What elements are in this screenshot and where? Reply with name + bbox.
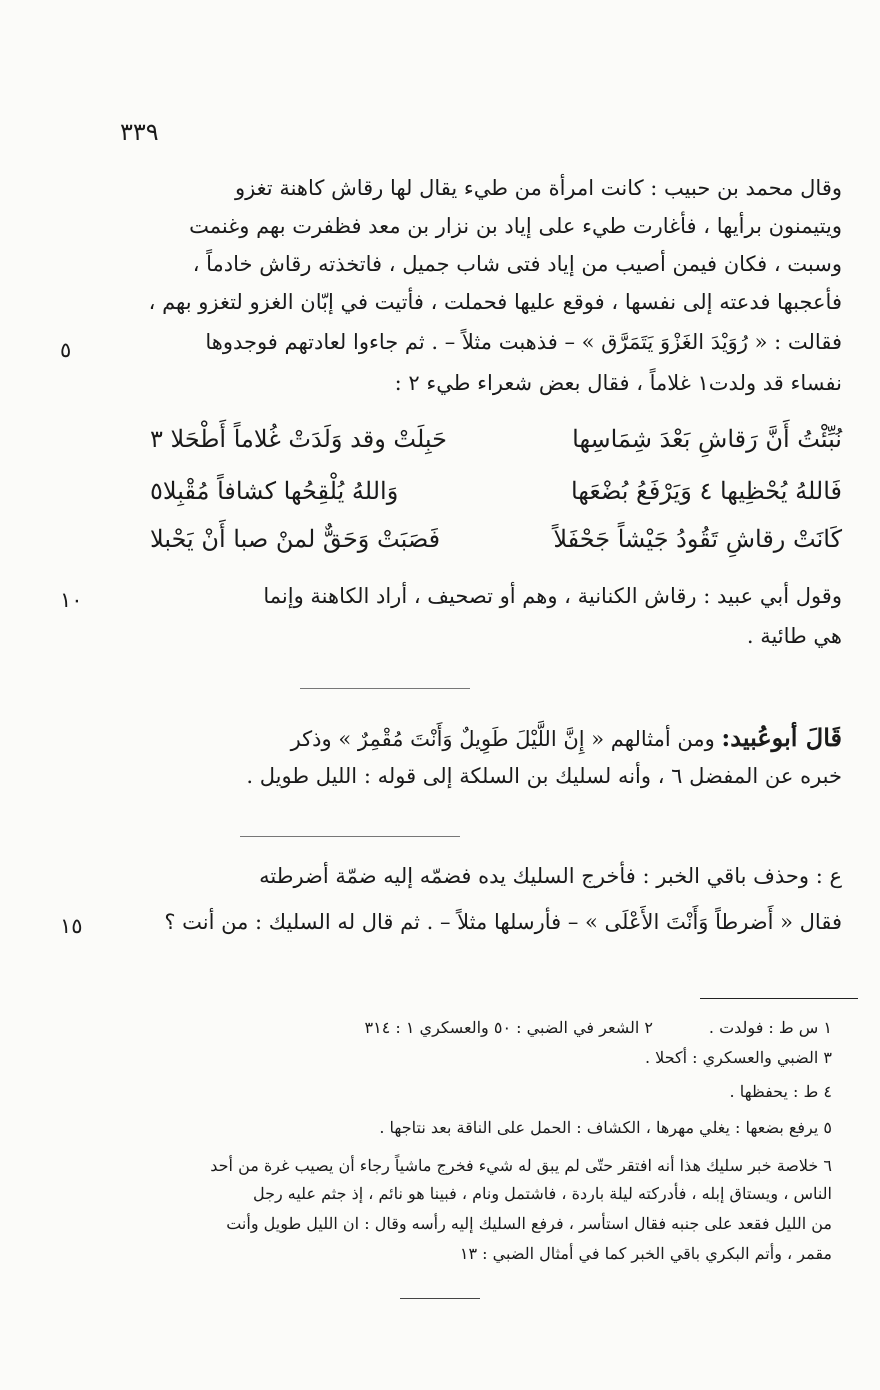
footnote: ٣ الضبي والعسكري : أكحلا . — [644, 1048, 832, 1067]
text-line: ع : وحذف باقي الخبر : فأخرج السليك يده فضمّه إليه ضمّة أضرطته — [259, 864, 842, 888]
line-number-5: ٥ — [60, 338, 72, 362]
text-line: وقول أبي عبيد : رقاش الكنانية ، وهم أو تصحيف ، أراد الكاهنة وإنما — [263, 584, 842, 608]
verse-line — [150, 425, 842, 469]
verse-first-hemistich: كَانَتْ رقاشِ تَقُودُ جَيْشاً جَحْفَلاً — [553, 525, 842, 553]
verse-first-hemistich: نُبِّئْتُ أَنَّ رَقاشِ بَعْدَ شِمَاسِها — [572, 425, 842, 453]
line-number-15: ١٥ — [60, 914, 83, 938]
section-text: ومن أمثالهم « إِنَّ اللَّيْلَ طَوِيلٌ وَأَنْتَ مُقْمِرٌ » وذكر — [290, 727, 715, 751]
text-line: خبره عن المفضل ٦ ، وأنه لسليك بن السلكة إلى قوله : الليل طويل . — [246, 764, 842, 788]
text-line: فقالت : « رُوَيْدَ الغَزْوَ يَتَمَرَّق » – فذهبت مثلاً – . ثم جاءوا لعادتهم فوجدوها — [205, 330, 842, 354]
verse-line — [150, 477, 842, 521]
section-heading: قَالَ أبوعُبيد: — [721, 723, 842, 752]
separator-mark — [240, 836, 460, 837]
footnote: الناس ، ويستاق إبله ، فأدركته ليلة باردة ، فاشتمل ونام ، فبينا هو نائم ، إذ جثم عليه رجل — [252, 1184, 832, 1203]
end-mark — [400, 1298, 480, 1299]
footnote: من الليل فقعد على جنبه فقال استأسر ، فرفع السليك إليه رأسه وقال : ان الليل طويل وأنت — [226, 1214, 832, 1233]
line-number-10: ١٠ — [60, 588, 83, 612]
verse-second-hemistich: حَبِلَتْ وقد وَلَدَتْ غُلاماً أَطْحَلا ٣ — [150, 425, 447, 453]
text-line: ويتيمنون برأيها ، فأغارت طيء على إياد بن نزار بن معد فظفرت بهم وغنمت — [189, 214, 842, 238]
footnote: مقمر ، وأتم البكري باقي الخبر كما في أمثال الضبي : ١٣ — [459, 1244, 832, 1263]
text-line: نفساء قد ولدت١ غلاماً ، فقال بعض شعراء طيء ٢ : — [394, 371, 842, 395]
footnote: ٤ ط : يحفظها . — [729, 1082, 832, 1101]
text-line: فأعجبها فدعته إلى نفسها ، فوقع عليها فحملت ، فأتيت في إبّان الغزو لتغزو بهم ، — [148, 290, 842, 314]
verse-first-hemistich: فَاللهُ يُحْظِيها ٤ وَيَرْفَعُ بُضْعَها — [570, 477, 842, 505]
page-number: ٣٣٩ — [120, 118, 159, 146]
footnote-rule — [700, 998, 858, 999]
text-line: هي طائية . — [746, 624, 842, 648]
footnote: ٥ يرفع بضعها : يغلي مهرها ، الكشاف : الحمل على الناقة بعد نتاجها . — [379, 1118, 832, 1137]
text-line: فقال « أَضرطاً وَأَنْتَ الأَعْلَى » – فأرسلها مثلاً – . ثم قال له السليك : من أنت ؟ — [164, 910, 842, 934]
text-line — [125, 722, 842, 755]
footnote: ١ س ط : فولدت . ٢ الشعر في الضبي : ٥٠ والعسكري ١ : ٣١٤ — [364, 1018, 832, 1037]
verse-second-hemistich: فَصَبَتْ وَحَقٌّ لمنْ صبا أَنْ يَحْبلا — [150, 525, 441, 553]
footnote: ٦ خلاصة خبر سليك هذا أنه افتقر حتّى لم يبق له شيء فخرج ماشياً رجاء أن يصيب غرة من أحد — [210, 1156, 832, 1175]
text-line: وسبت ، فكان فيمن أصيب من إياد فتى شاب جميل ، فاتخذته رقاش خادماً ، — [192, 252, 842, 276]
separator-mark — [300, 688, 470, 689]
text-line: وقال محمد بن حبيب : كانت امرأة من طيء يقال لها رقاش كاهنة تغزو — [234, 176, 842, 200]
verse-line — [150, 525, 842, 569]
verse-second-hemistich: وَاللهُ يُلْقِحُها كشافاً مُقْبِلا٥ — [150, 477, 399, 505]
